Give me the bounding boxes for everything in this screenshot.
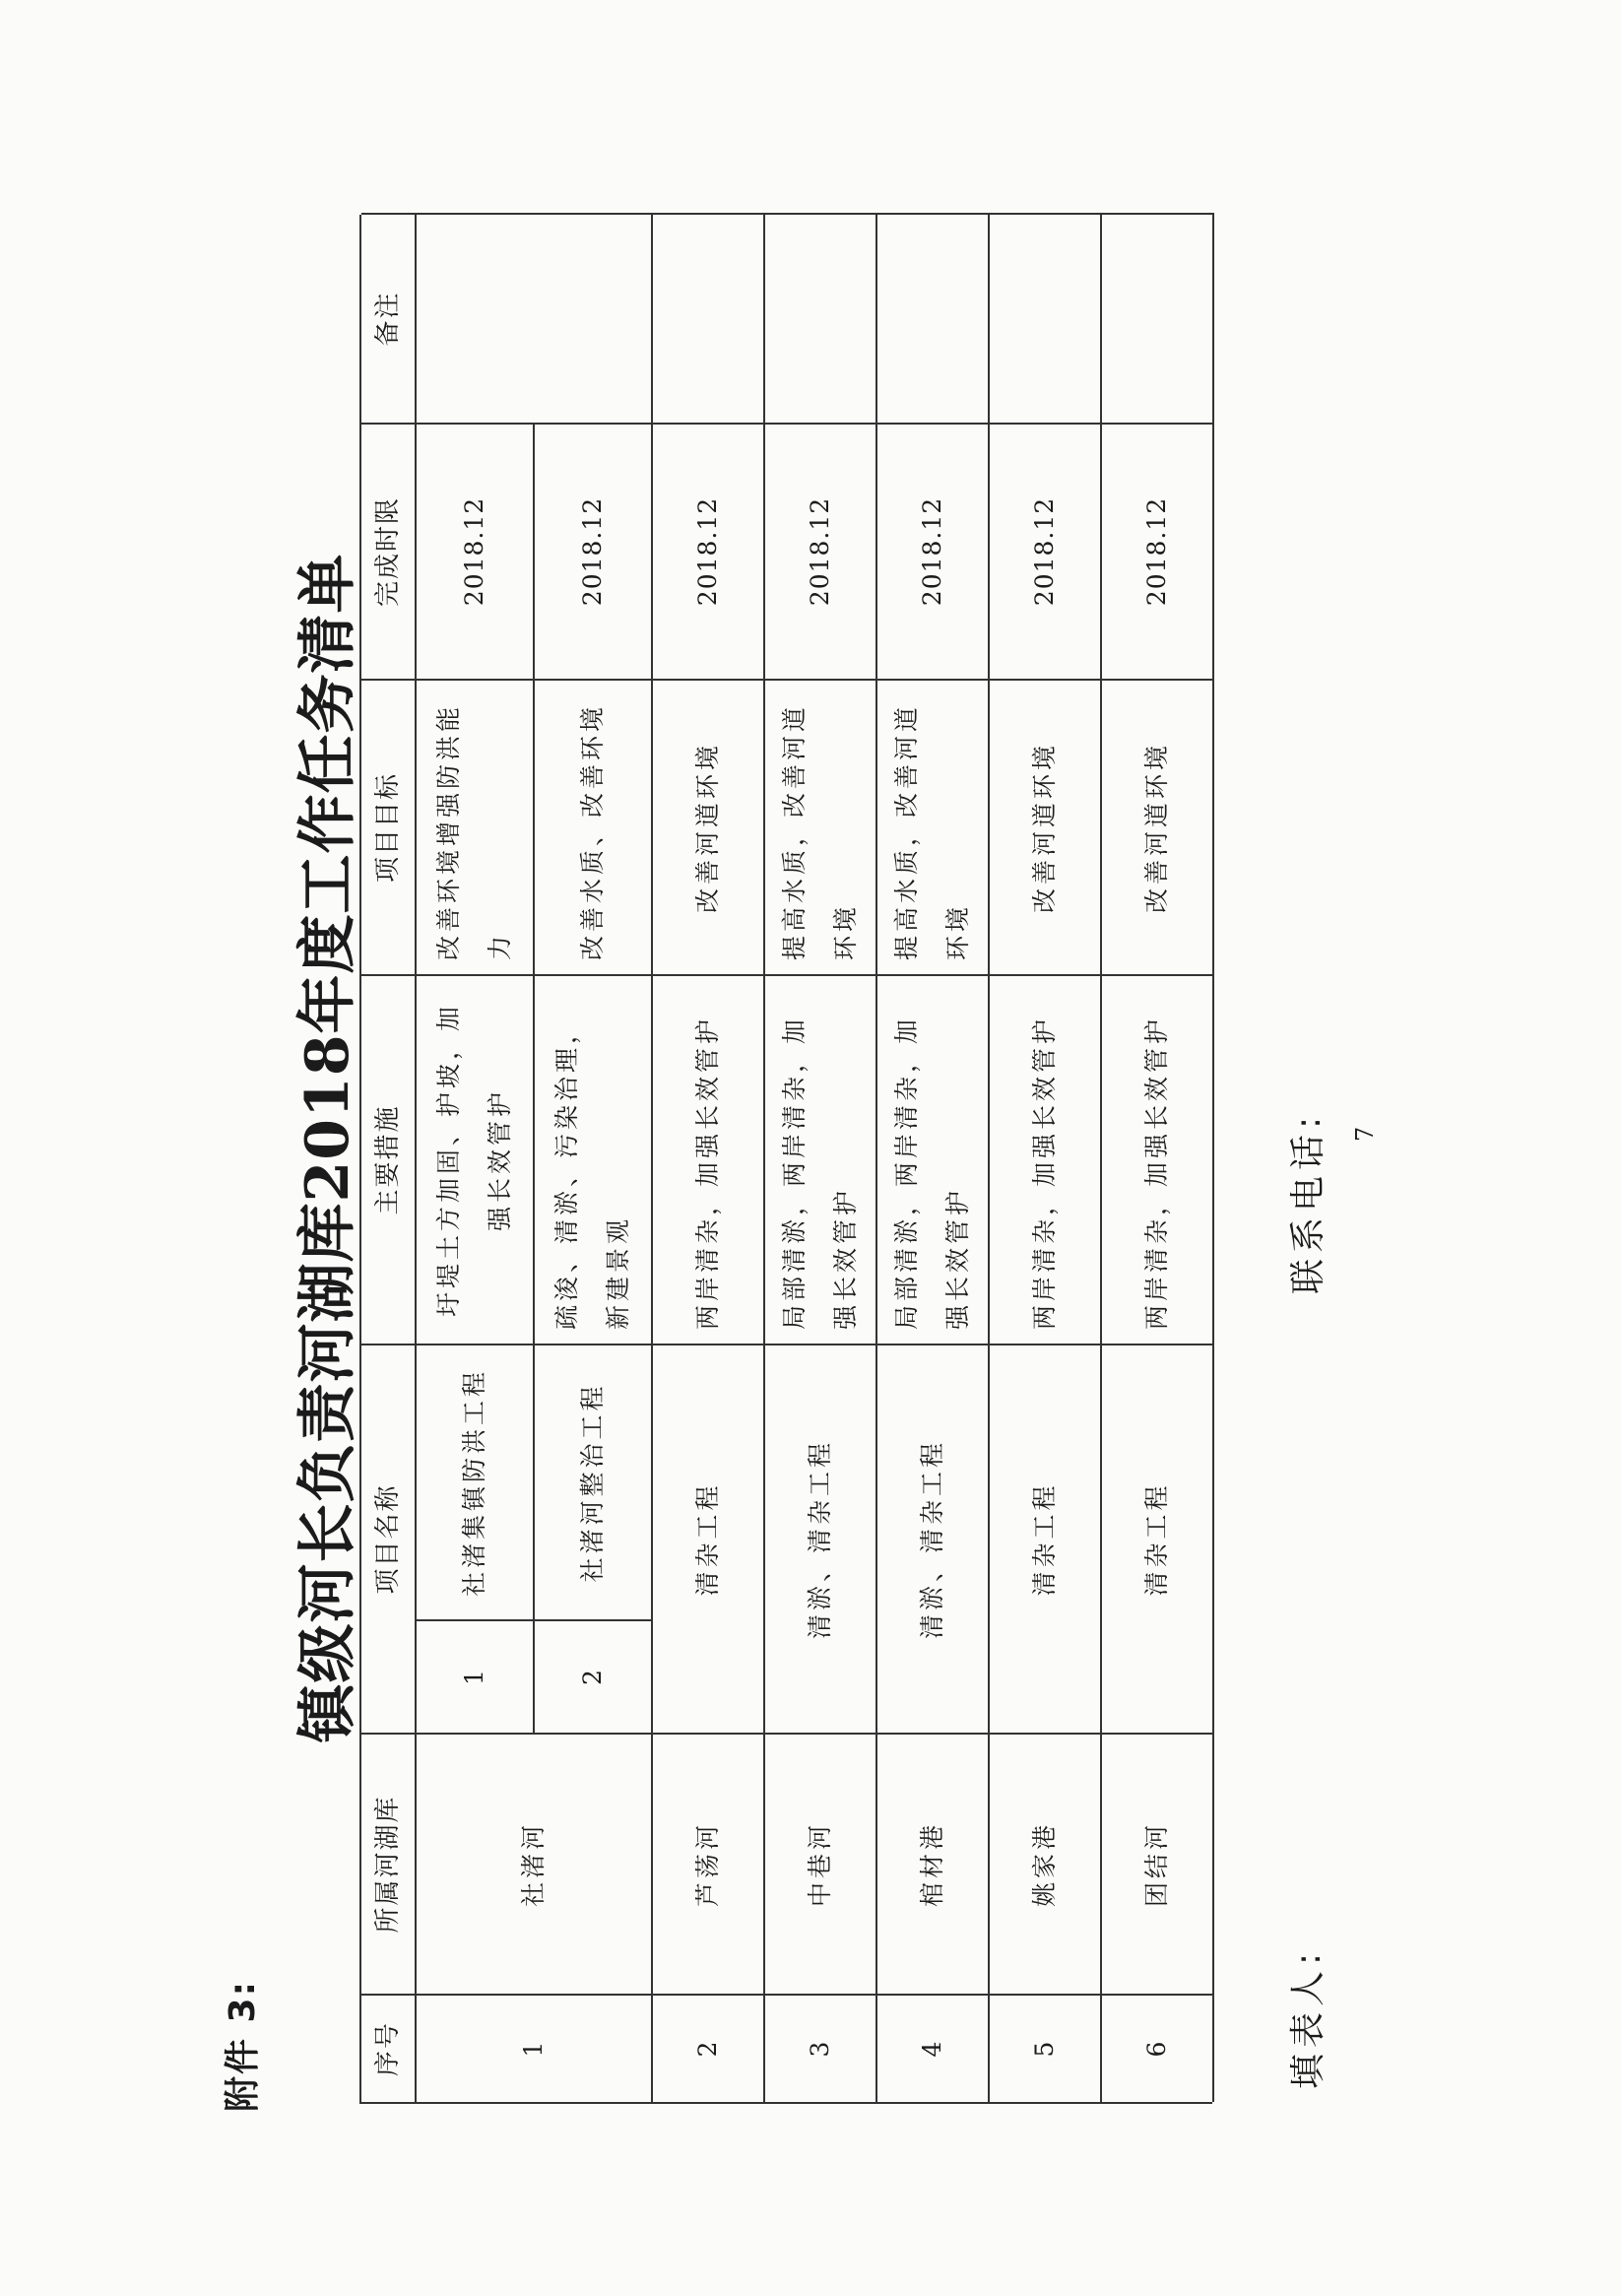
sub-project-seq: 2 [535, 1619, 653, 1733]
header-seq: 序号 [361, 1994, 417, 2102]
sub-project-seq: 1 [417, 1619, 535, 1733]
project-deadline: 2018.12 [417, 423, 535, 679]
project-deadline: 2018.12 [653, 423, 765, 679]
project-deadline: 2018.12 [877, 423, 990, 679]
project-goal: 提高水质，改善河道环境 [765, 679, 877, 974]
project-deadline: 2018.12 [535, 423, 653, 679]
project-measures: 局部清淤，两岸清杂，加强长效管护 [765, 974, 877, 1344]
row-river: 姚家港 [990, 1733, 1102, 1994]
row-seq: 2 [653, 1994, 765, 2102]
project-measures: 局部清淤，两岸清杂，加强长效管护 [877, 974, 990, 1344]
project-goal: 改善水质、改善环境 [535, 679, 653, 974]
row-seq: 3 [765, 1994, 877, 2102]
project-goal: 改善河道环境 [1102, 679, 1214, 974]
row-seq: 4 [877, 1994, 990, 2102]
project-measures: 圩堤土方加固、护坡，加强长效管护 [417, 974, 535, 1344]
task-table [359, 215, 1212, 2104]
row-seq: 1 [417, 1994, 653, 2102]
project-goal: 改善河道环境 [990, 679, 1102, 974]
row-river: 中巷河 [765, 1733, 877, 1994]
project-name: 社渚集镇防洪工程 [417, 1344, 535, 1619]
row-seq: 5 [990, 1994, 1102, 2102]
project-name: 社渚河整治工程 [535, 1344, 653, 1619]
row-seq: 6 [1102, 1994, 1214, 2102]
header-river: 所属河湖库 [361, 1733, 417, 1994]
project-name: 清杂工程 [653, 1344, 765, 1733]
header-project: 项目名称 [361, 1344, 417, 1733]
header-deadline: 完成时限 [361, 423, 417, 679]
row-remark [417, 213, 653, 423]
row-river: 团结河 [1102, 1733, 1214, 1994]
project-deadline: 2018.12 [765, 423, 877, 679]
project-deadline: 2018.12 [990, 423, 1102, 679]
project-deadline: 2018.12 [1102, 423, 1214, 679]
project-measures: 两岸清杂，加强长效管护 [1102, 974, 1214, 1344]
attachment-label: 附件 3: [223, 1980, 263, 2112]
row-remark [653, 213, 765, 423]
row-remark [877, 213, 990, 423]
project-name: 清淤、清杂工程 [765, 1344, 877, 1733]
filler-label: 填表人: [1288, 1946, 1329, 2089]
header-measures: 主要措施 [361, 974, 417, 1344]
project-name: 清杂工程 [1102, 1344, 1214, 1733]
row-river: 社渚河 [417, 1733, 653, 1994]
row-remark [765, 213, 877, 423]
project-goal: 改善河道环境 [653, 679, 765, 974]
row-remark [1102, 213, 1214, 423]
project-name: 清淤、清杂工程 [877, 1344, 990, 1733]
project-goal: 改善环境增强防洪能力 [417, 679, 535, 974]
document-title: 镇级河长负责河湖库2018年度工作任务清单 [293, 553, 362, 1743]
project-goal: 提高水质，改善河道环境 [877, 679, 990, 974]
row-river: 芦荡河 [653, 1733, 765, 1994]
phone-label: 联系电话: [1288, 1110, 1329, 1294]
project-measures: 两岸清杂，加强长效管护 [990, 974, 1102, 1344]
project-name: 清杂工程 [990, 1344, 1102, 1733]
page-number: 7 [1351, 1126, 1379, 1142]
row-remark [990, 213, 1102, 423]
row-river: 棺材港 [877, 1733, 990, 1994]
project-measures: 两岸清杂，加强长效管护 [653, 974, 765, 1344]
header-remark: 备注 [361, 213, 417, 423]
project-measures: 疏浚、清淤、污染治理，新建景观 [535, 974, 653, 1344]
header-goal: 项目目标 [361, 679, 417, 974]
